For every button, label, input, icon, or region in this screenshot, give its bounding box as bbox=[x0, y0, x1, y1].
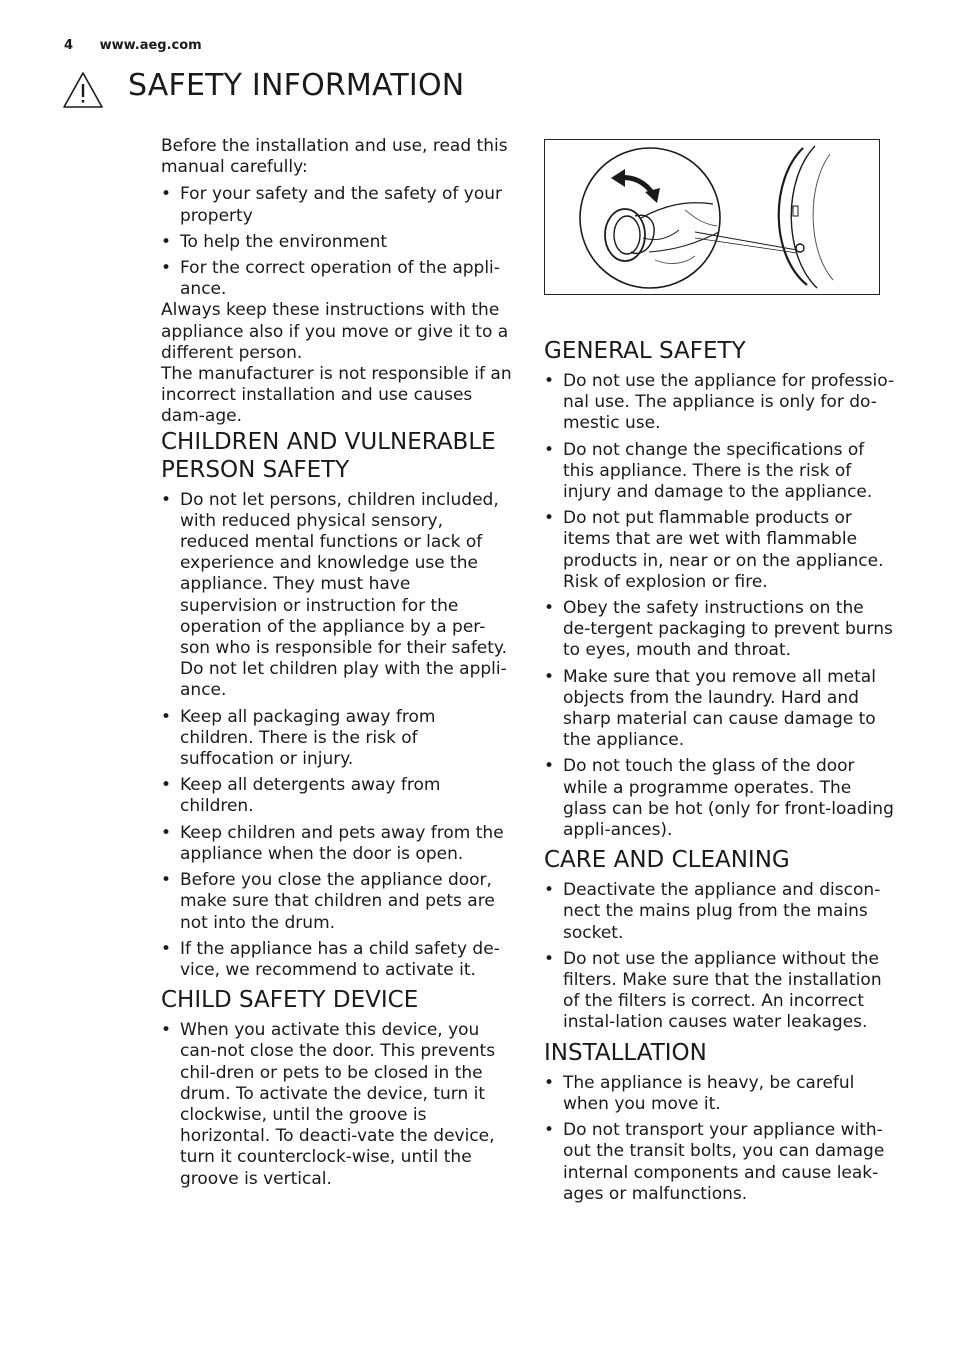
list-item: • Do not transport your appliance with-out the transit bolts, you can damage internal components and cause leak-ages or malfunctions. bbox=[544, 1120, 896, 1205]
child-safety-device-illustration bbox=[544, 139, 880, 295]
list-item: • Do not let persons, children included, with reduced physical sensory, reduced mental functions or lack of experience and knowledge use the appliance. They must have supervision or instruction for the operation of the appliance by a per-son who is responsible for their safety. Do not let children play with the appli-ance. bbox=[161, 490, 513, 702]
intro-responsibility-text: The manufacturer is not responsible if an incorrect installation and use causes dam-age. bbox=[161, 364, 512, 427]
page-number: 4 bbox=[64, 38, 74, 53]
list-item: • Do not touch the glass of the door while a programme operates. The glass can be hot (only for front-loading appli-ances). bbox=[544, 756, 896, 841]
list-item: • To help the environment bbox=[161, 232, 513, 253]
general-bullets bbox=[544, 371, 896, 841]
list-item: • Keep children and pets away from the appliance when the door is open. bbox=[161, 823, 513, 865]
list-item: • If the appliance has a child safety de-vice, we recommend to activate it. bbox=[161, 939, 513, 981]
list-item: • When you activate this device, you can-not close the door. This prevents chil-dren or pets to be closed in the drum. To activate the device, turn it clockwise, until the groove is horizontal. To deacti-vate the device, turn it counterclock-wise, until the groove is vertical. bbox=[161, 1020, 513, 1190]
section-title-child-device: CHILD SAFETY DEVICE bbox=[161, 987, 419, 1014]
section-title-general: GENERAL SAFETY bbox=[544, 338, 746, 364]
list-item: • Deactivate the appliance and discon-nect the mains plug from the mains socket. bbox=[544, 880, 896, 944]
warning-triangle-icon bbox=[62, 70, 104, 110]
list-item: • Before you close the appliance door, make sure that children and pets are not into the drum. bbox=[161, 870, 513, 934]
list-item: • For the correct operation of the appli-ance. bbox=[161, 258, 513, 300]
intro-text: Before the installation and use, read this manual carefully: bbox=[161, 136, 508, 178]
left-column bbox=[161, 136, 513, 1195]
page-title: SAFETY INFORMATION bbox=[128, 68, 465, 103]
children-bullets bbox=[161, 490, 513, 981]
right-column bbox=[544, 136, 896, 1210]
list-item: • Do not use the appliance for professio-nal use. The appliance is only for do-mestic use. bbox=[544, 371, 896, 435]
list-item: • Make sure that you remove all metal objects from the laundry. Hard and sharp material can cause damage to the appliance. bbox=[544, 667, 896, 752]
intro-bullets bbox=[161, 184, 513, 300]
list-item: • Obey the safety instructions on the de-tergent packaging to prevent burns to eyes, mouth and throat. bbox=[544, 598, 896, 662]
page-header bbox=[64, 38, 202, 53]
list-item: • Keep all detergents away from children. bbox=[161, 775, 513, 817]
child-device-bullets bbox=[161, 1020, 513, 1190]
section-title-installation: INSTALLATION bbox=[544, 1039, 707, 1066]
list-item: • Do not put flammable products or items that are wet with flammable products in, near or on the appliance. Risk of explosion or fire. bbox=[544, 508, 896, 593]
care-bullets bbox=[544, 880, 896, 1033]
installation-bullets bbox=[544, 1073, 896, 1205]
website-link[interactable]: www.aeg.com bbox=[99, 38, 202, 53]
section-title-care: CARE AND CLEANING bbox=[544, 847, 790, 874]
list-item: • For your safety and the safety of your property bbox=[161, 184, 513, 226]
list-item: • Do not change the specifications of this appliance. There is the risk of injury and damage to the appliance. bbox=[544, 440, 896, 504]
section-title-children: CHILDREN AND VULNERABLE PERSON SAFETY bbox=[161, 428, 496, 483]
list-item: • The appliance is heavy, be careful when you move it. bbox=[544, 1073, 896, 1115]
list-item: • Keep all packaging away from children. There is the risk of suffocation or injury. bbox=[161, 707, 513, 771]
list-item: • Do not use the appliance without the filters. Make sure that the installation of the filters is correct. An incorrect instal-lation causes water leakages. bbox=[544, 949, 896, 1034]
intro-keep-text: Always keep these instructions with the appliance also if you move or give it to a different person. bbox=[161, 300, 509, 363]
